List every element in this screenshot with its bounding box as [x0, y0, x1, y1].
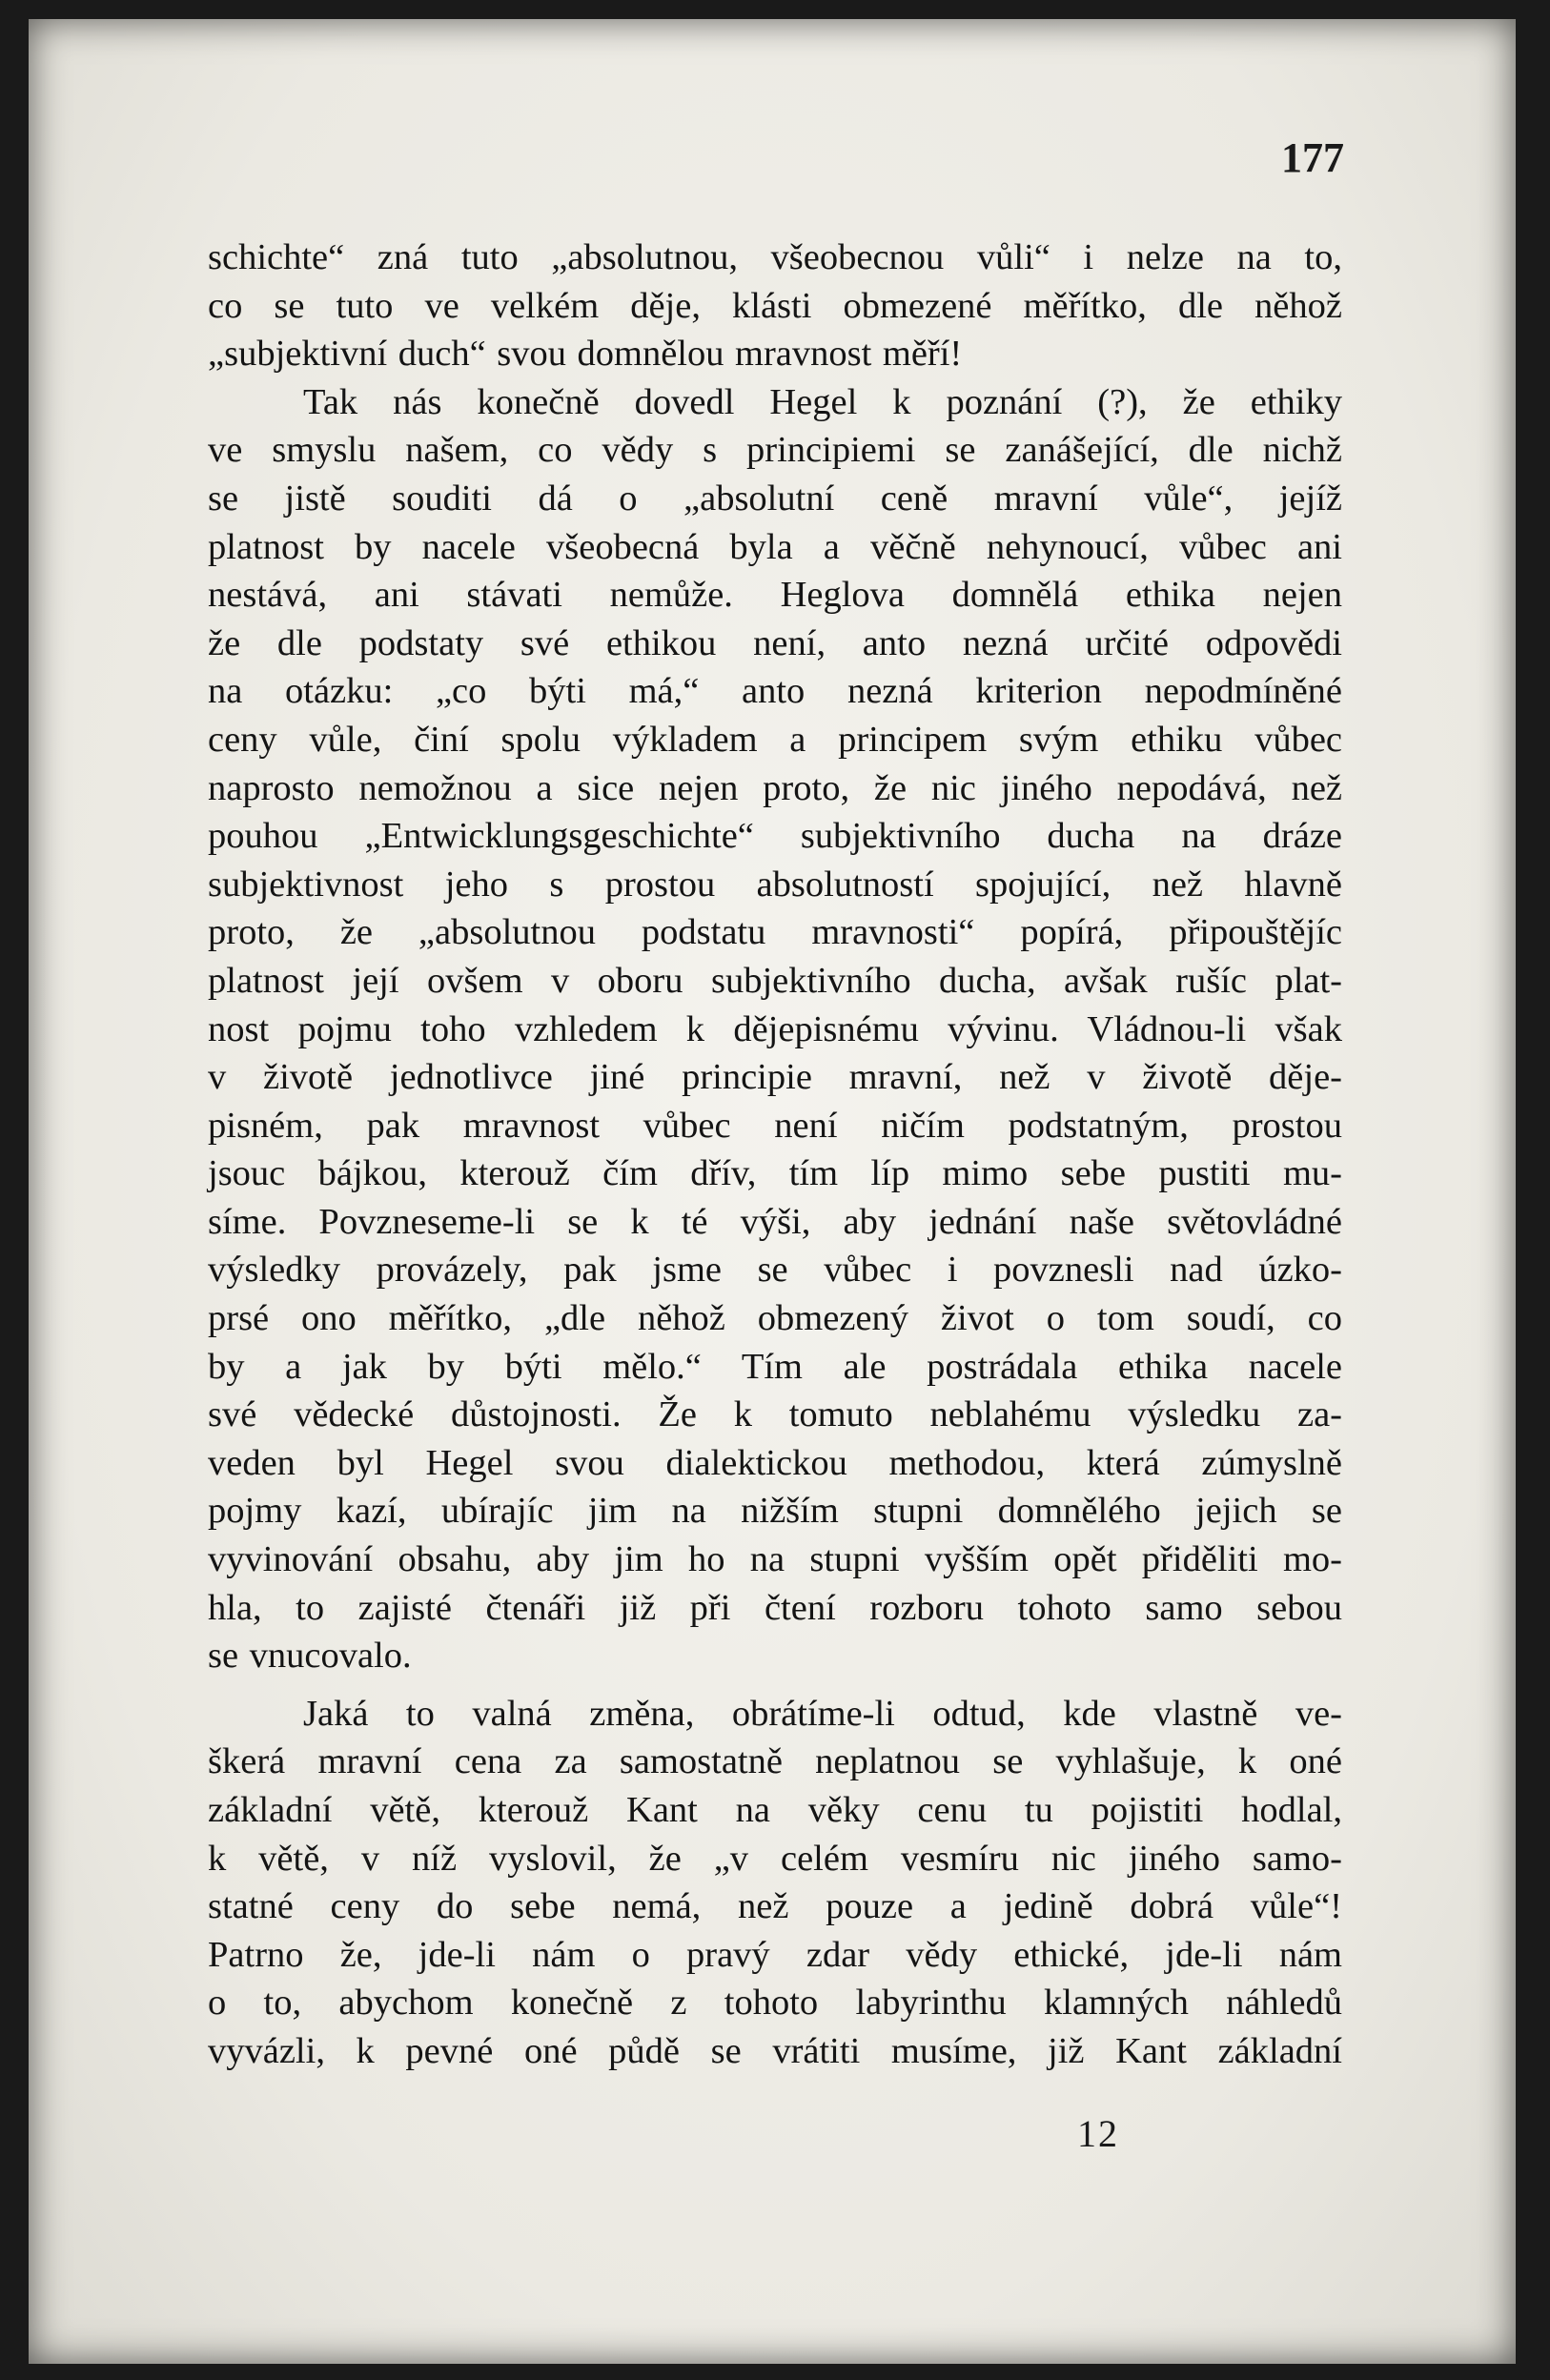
- text-line: naprosto nemožnou a sice nejen proto, že nic jiného nepodává, než: [208, 767, 1342, 808]
- text-line: by a jak by býti mělo.“ Tím ale postrádala ethika nacele: [208, 1346, 1342, 1387]
- text-line: o to, abychom konečně z tohoto labyrinthu klamných náhledů: [208, 1983, 1342, 2024]
- book-page: [29, 19, 1516, 2364]
- text-line: výsledky provázely, pak jsme se vůbec i povznesli nad úzko-: [208, 1250, 1342, 1291]
- text-line: co se tuto ve velkém děje, klásti obmezené měřítko, dle něhož: [208, 285, 1342, 326]
- text-line: Tak nás konečně dovedl Hegel k poznání (?), že ethiky: [303, 381, 1342, 422]
- text-line: schichte“ zná tuto „absolutnou, všeobecnou vůli“ i nelze na to,: [208, 237, 1342, 277]
- text-line: základní větě, kterouž Kant na věky cenu tu pojistiti hodlal,: [208, 1790, 1342, 1830]
- text-line: subjektivnost jeho s prostou absolutností spojující, než hlavně: [208, 864, 1342, 905]
- text-line: statné ceny do sebe nemá, než pouze a jedině dobrá vůle“!: [208, 1886, 1342, 1927]
- text-line: „subjektivní duch“ svou domnělou mravnost měří!: [208, 334, 963, 375]
- text-line: platnost její ovšem v oboru subjektivního ducha, avšak rušíc plat-: [208, 960, 1342, 1001]
- text-line: Patrno že, jde-li nám o pravý zdar vědy ethické, jde-li nám: [208, 1934, 1342, 1975]
- body-text: [208, 234, 1342, 2076]
- text-line: síme. Povzneseme-li se k té výši, aby jednání naše světovládné: [208, 1201, 1342, 1242]
- text-line: proto, že „absolutnou podstatu mravnosti“ popírá, připouštějíc: [208, 912, 1342, 953]
- text-line: k větě, v níž vyslovil, že „v celém vesmíru nic jiného samo-: [208, 1838, 1342, 1879]
- text-line: že dle podstaty své ethikou není, anto nezná určité odpovědi: [208, 622, 1342, 663]
- text-line: jsouc bájkou, kterouž čím dřív, tím líp mimo sebe pustiti mu-: [208, 1153, 1342, 1194]
- text-line: ve smyslu našem, co vědy s principiemi se zanášející, dle nichž: [208, 430, 1342, 471]
- text-line: ceny vůle, činí spolu výkladem a principem svým ethiku vůbec: [208, 719, 1342, 760]
- text-line: prsé ono měřítko, „dle něhož obmezený život o tom soudí, co: [208, 1298, 1342, 1339]
- text-line: nost pojmu toho vzhledem k dějepisnému vývinu. Vládnou-li však: [208, 1008, 1342, 1049]
- text-line: své vědecké důstojnosti. Že k tomuto neblahému výsledku za-: [208, 1394, 1342, 1435]
- text-line: pisném, pak mravnost vůbec není ničím podstatným, prostou: [208, 1105, 1342, 1146]
- text-line: hla, to zajisté čtenáři již při čtení rozboru tohoto samo sebou: [208, 1587, 1342, 1628]
- text-line: škerá mravní cena za samostatně neplatnou se vyhlašuje, k oné: [208, 1741, 1342, 1782]
- text-line: platnost by nacele všeobecná byla a věčně nehynoucí, vůbec ani: [208, 526, 1342, 567]
- page-number: 177: [1281, 134, 1344, 181]
- text-line: Jaká to valná změna, obrátíme-li odtud, kde vlastně ve-: [303, 1693, 1342, 1734]
- text-line: pojmy kazí, ubírajíc jim na nižším stupni domnělého jejich se: [208, 1491, 1342, 1532]
- text-line: vyvinování obsahu, aby jim ho na stupni vyšším opět přiděliti mo-: [208, 1539, 1342, 1580]
- text-line: vyvázli, k pevné oné půdě se vrátiti musíme, již Kant základní: [208, 2030, 1342, 2071]
- text-line: na otázku: „co býti má,“ anto nezná kriterion nepodmíněné: [208, 671, 1342, 712]
- text-line: se vnucovalo.: [208, 1636, 412, 1677]
- text-line: veden byl Hegel svou dialektickou methodou, která zúmyslně: [208, 1442, 1342, 1483]
- text-line: nestává, ani stávati nemůže. Heglova domnělá ethika nejen: [208, 575, 1342, 616]
- text-line: pouhou „Entwicklungsgeschichte“ subjektivního ducha na dráze: [208, 816, 1342, 857]
- signature-mark: 12: [1077, 2112, 1119, 2155]
- text-line: v životě jednotlivce jiné principie mravní, než v životě děje-: [208, 1057, 1342, 1098]
- text-line: se jistě souditi dá o „absolutní ceně mravní vůle“, jejíž: [208, 478, 1342, 519]
